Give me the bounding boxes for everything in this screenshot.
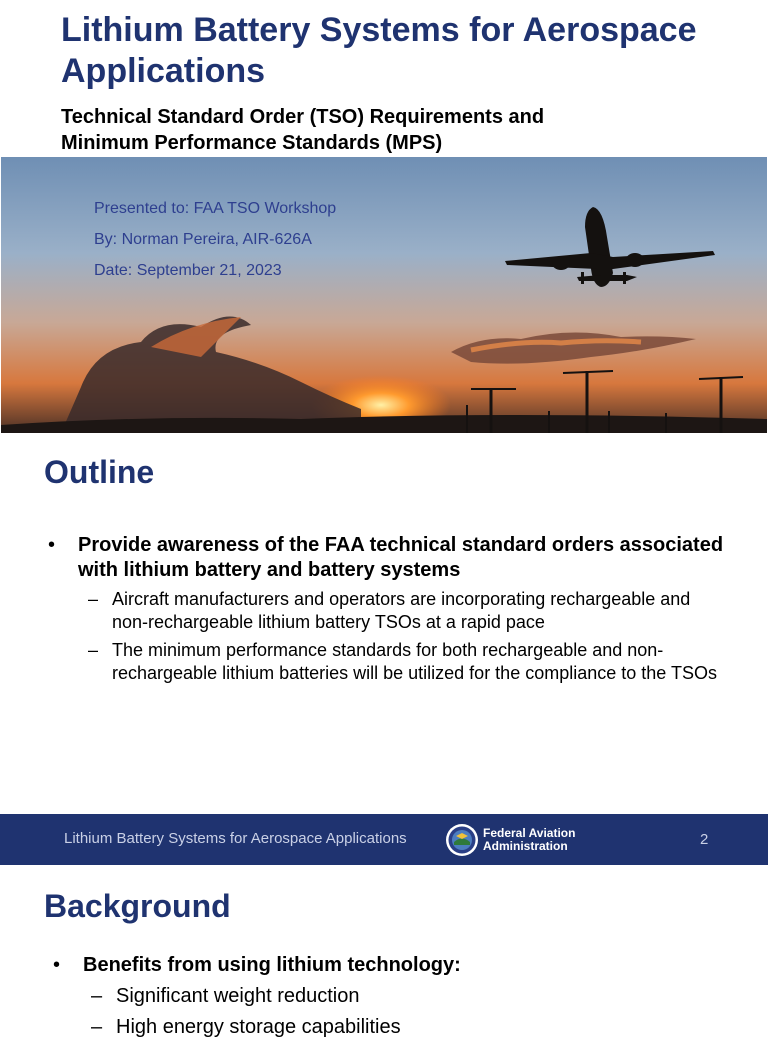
bullet-item — [44, 533, 724, 583]
faa-name-line: Administration — [483, 839, 568, 853]
slide-footer — [0, 814, 768, 865]
sub-bullet-text: Aircraft manufacturers and operators are incorporating rechargeable and non-rechargeable lithium battery TSOs at a rapid pace — [112, 589, 691, 632]
dash-icon: – — [88, 640, 99, 660]
bullet-icon: • — [48, 534, 56, 556]
dash-icon: – — [91, 1016, 103, 1038]
sub-bullet-item — [44, 639, 724, 685]
presented-to: Presented to: FAA TSO Workshop — [94, 200, 337, 217]
bullet-item — [50, 953, 750, 978]
sub-bullet-item — [50, 984, 750, 1009]
presentation-date: Date: September 21, 2023 — [94, 262, 282, 279]
outline-title: Outline — [44, 454, 155, 490]
footer-title: Lithium Battery Systems for Aerospace Applications — [64, 830, 407, 847]
dash-icon: – — [91, 985, 103, 1007]
slide-title: Lithium Battery Systems for Aerospace Applications — [61, 11, 697, 90]
dash-icon: – — [88, 589, 99, 609]
presentation-info — [94, 199, 336, 292]
slide-subtitle — [61, 104, 661, 156]
background-bullets — [50, 953, 750, 1040]
outline-bullets — [44, 533, 724, 685]
background-title: Background — [44, 888, 231, 924]
presenter: By: Norman Pereira, AIR-626A — [94, 231, 312, 248]
sub-bullet-item — [44, 588, 724, 634]
sub-bullet-text: Significant weight reduction — [116, 985, 360, 1007]
bullet-icon: • — [53, 954, 61, 976]
sub-bullet-text: The minimum performance standards for both rechargeable and non-rechargeable lithium batteries will be utilized for the compliance to the TSOs — [112, 640, 717, 683]
bullet-text: Provide awareness of the FAA technical standard orders associated with lithium battery and battery systems — [78, 534, 724, 581]
subtitle-line: Technical Standard Order (TSO) Requirements and — [61, 106, 545, 128]
subtitle-line: Minimum Performance Standards (MPS) — [61, 132, 443, 154]
faa-name — [483, 827, 575, 853]
faa-seal-icon — [445, 823, 479, 857]
bullet-text: Benefits from using lithium technology: — [83, 954, 461, 976]
sub-bullet-text: High energy storage capabilities — [116, 1016, 401, 1038]
faa-name-line: Federal Aviation — [483, 826, 576, 840]
page-number: 2 — [700, 831, 709, 848]
sub-bullet-item — [50, 1015, 750, 1040]
